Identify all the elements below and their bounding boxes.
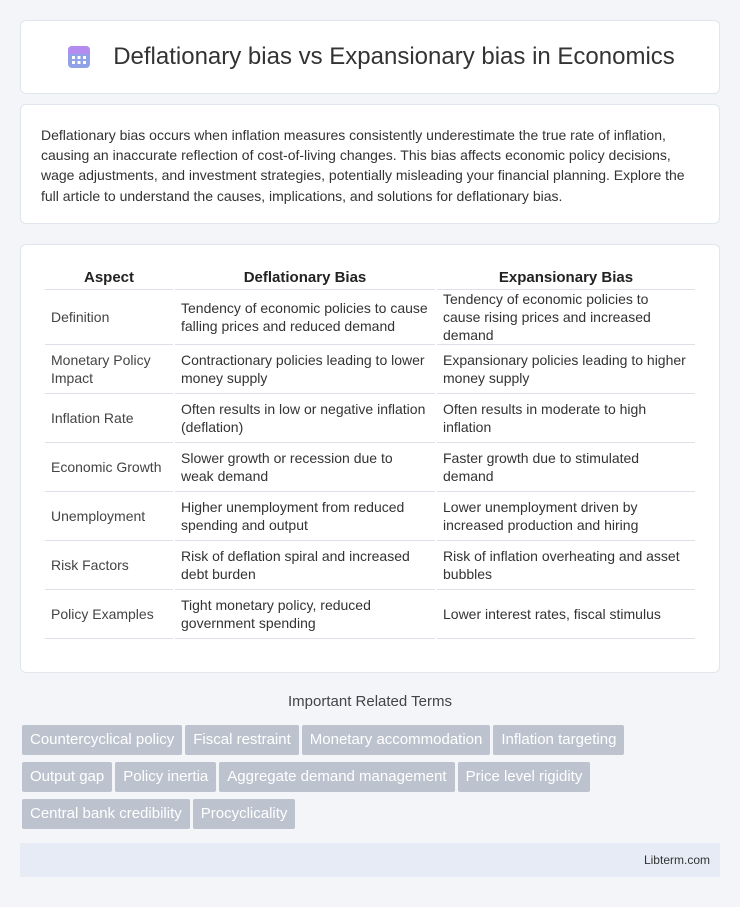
related-term-tag[interactable]: Aggregate demand management [219, 762, 454, 792]
related-term-tag[interactable]: Monetary accommodation [302, 725, 491, 755]
aspect-cell: Monetary Policy Impact [45, 345, 173, 394]
footer-site-link[interactable]: Libterm.com [643, 853, 710, 867]
expansionary-cell: Tendency of economic policies to cause rising prices and increased demand [437, 290, 695, 345]
related-terms-list [22, 725, 722, 836]
aspect-cell: Definition [45, 290, 173, 345]
table-row [45, 290, 695, 345]
related-term-tag[interactable]: Output gap [22, 762, 112, 792]
header-deflationary: Deflationary Bias [175, 263, 435, 290]
aspect-cell: Unemployment [45, 492, 173, 541]
calculator-icon [65, 43, 93, 71]
deflationary-cell: Tight monetary policy, reduced government spending [175, 590, 435, 639]
expansionary-cell: Lower interest rates, fiscal stimulus [437, 590, 695, 639]
related-terms-heading: Important Related Terms [288, 693, 452, 710]
related-term-tag[interactable]: Fiscal restraint [185, 725, 299, 755]
header-expansionary: Expansionary Bias [437, 263, 695, 290]
table-row [45, 443, 695, 492]
aspect-cell: Inflation Rate [45, 394, 173, 443]
expansionary-cell: Expansionary policies leading to higher money supply [437, 345, 695, 394]
related-term-tag[interactable]: Procyclicality [193, 799, 296, 829]
related-term-tag[interactable]: Price level rigidity [458, 762, 591, 792]
deflationary-cell: Higher unemployment from reduced spending and output [175, 492, 435, 541]
aspect-cell: Economic Growth [45, 443, 173, 492]
deflationary-cell: Slower growth or recession due to weak demand [175, 443, 435, 492]
expansionary-cell: Lower unemployment driven by increased production and hiring [437, 492, 695, 541]
related-term-tag[interactable]: Inflation targeting [493, 725, 624, 755]
related-term-tag[interactable]: Countercyclical policy [22, 725, 182, 755]
comparison-table-card [20, 244, 720, 673]
comparison-table [43, 263, 697, 639]
intro-paragraph: Deflationary bias occurs when inflation measures consistently underestimate the true rate of inflation, causing an inaccurate reflection of cost-of-living changes. This bias affects economic policy decisions, wage adjustments, and investment strategies, potentially misleading your financial planning. Explore the full article to understand the causes, implications, and solutions for deflationary bias. [41, 127, 685, 204]
expansionary-cell: Faster growth due to stimulated demand [437, 443, 695, 492]
deflationary-cell: Contractionary policies leading to lower money supply [175, 345, 435, 394]
deflationary-cell: Tendency of economic policies to cause falling prices and reduced demand [175, 290, 435, 345]
aspect-cell: Risk Factors [45, 541, 173, 590]
title-card [20, 20, 720, 94]
table-row [45, 394, 695, 443]
expansionary-cell: Often results in moderate to high inflation [437, 394, 695, 443]
table-row [45, 590, 695, 639]
table-row [45, 345, 695, 394]
intro-card [20, 104, 720, 224]
related-term-tag[interactable]: Central bank credibility [22, 799, 190, 829]
header-aspect: Aspect [45, 263, 173, 290]
deflationary-cell: Often results in low or negative inflation (deflation) [175, 394, 435, 443]
table-row [45, 541, 695, 590]
aspect-cell: Policy Examples [45, 590, 173, 639]
footer [20, 843, 720, 877]
table-row [45, 492, 695, 541]
page-title: Deflationary bias vs Expansionary bias in Economics [113, 43, 675, 70]
table-header-row [45, 263, 695, 290]
related-term-tag[interactable]: Policy inertia [115, 762, 216, 792]
expansionary-cell: Risk of inflation overheating and asset bubbles [437, 541, 695, 590]
deflationary-cell: Risk of deflation spiral and increased debt burden [175, 541, 435, 590]
